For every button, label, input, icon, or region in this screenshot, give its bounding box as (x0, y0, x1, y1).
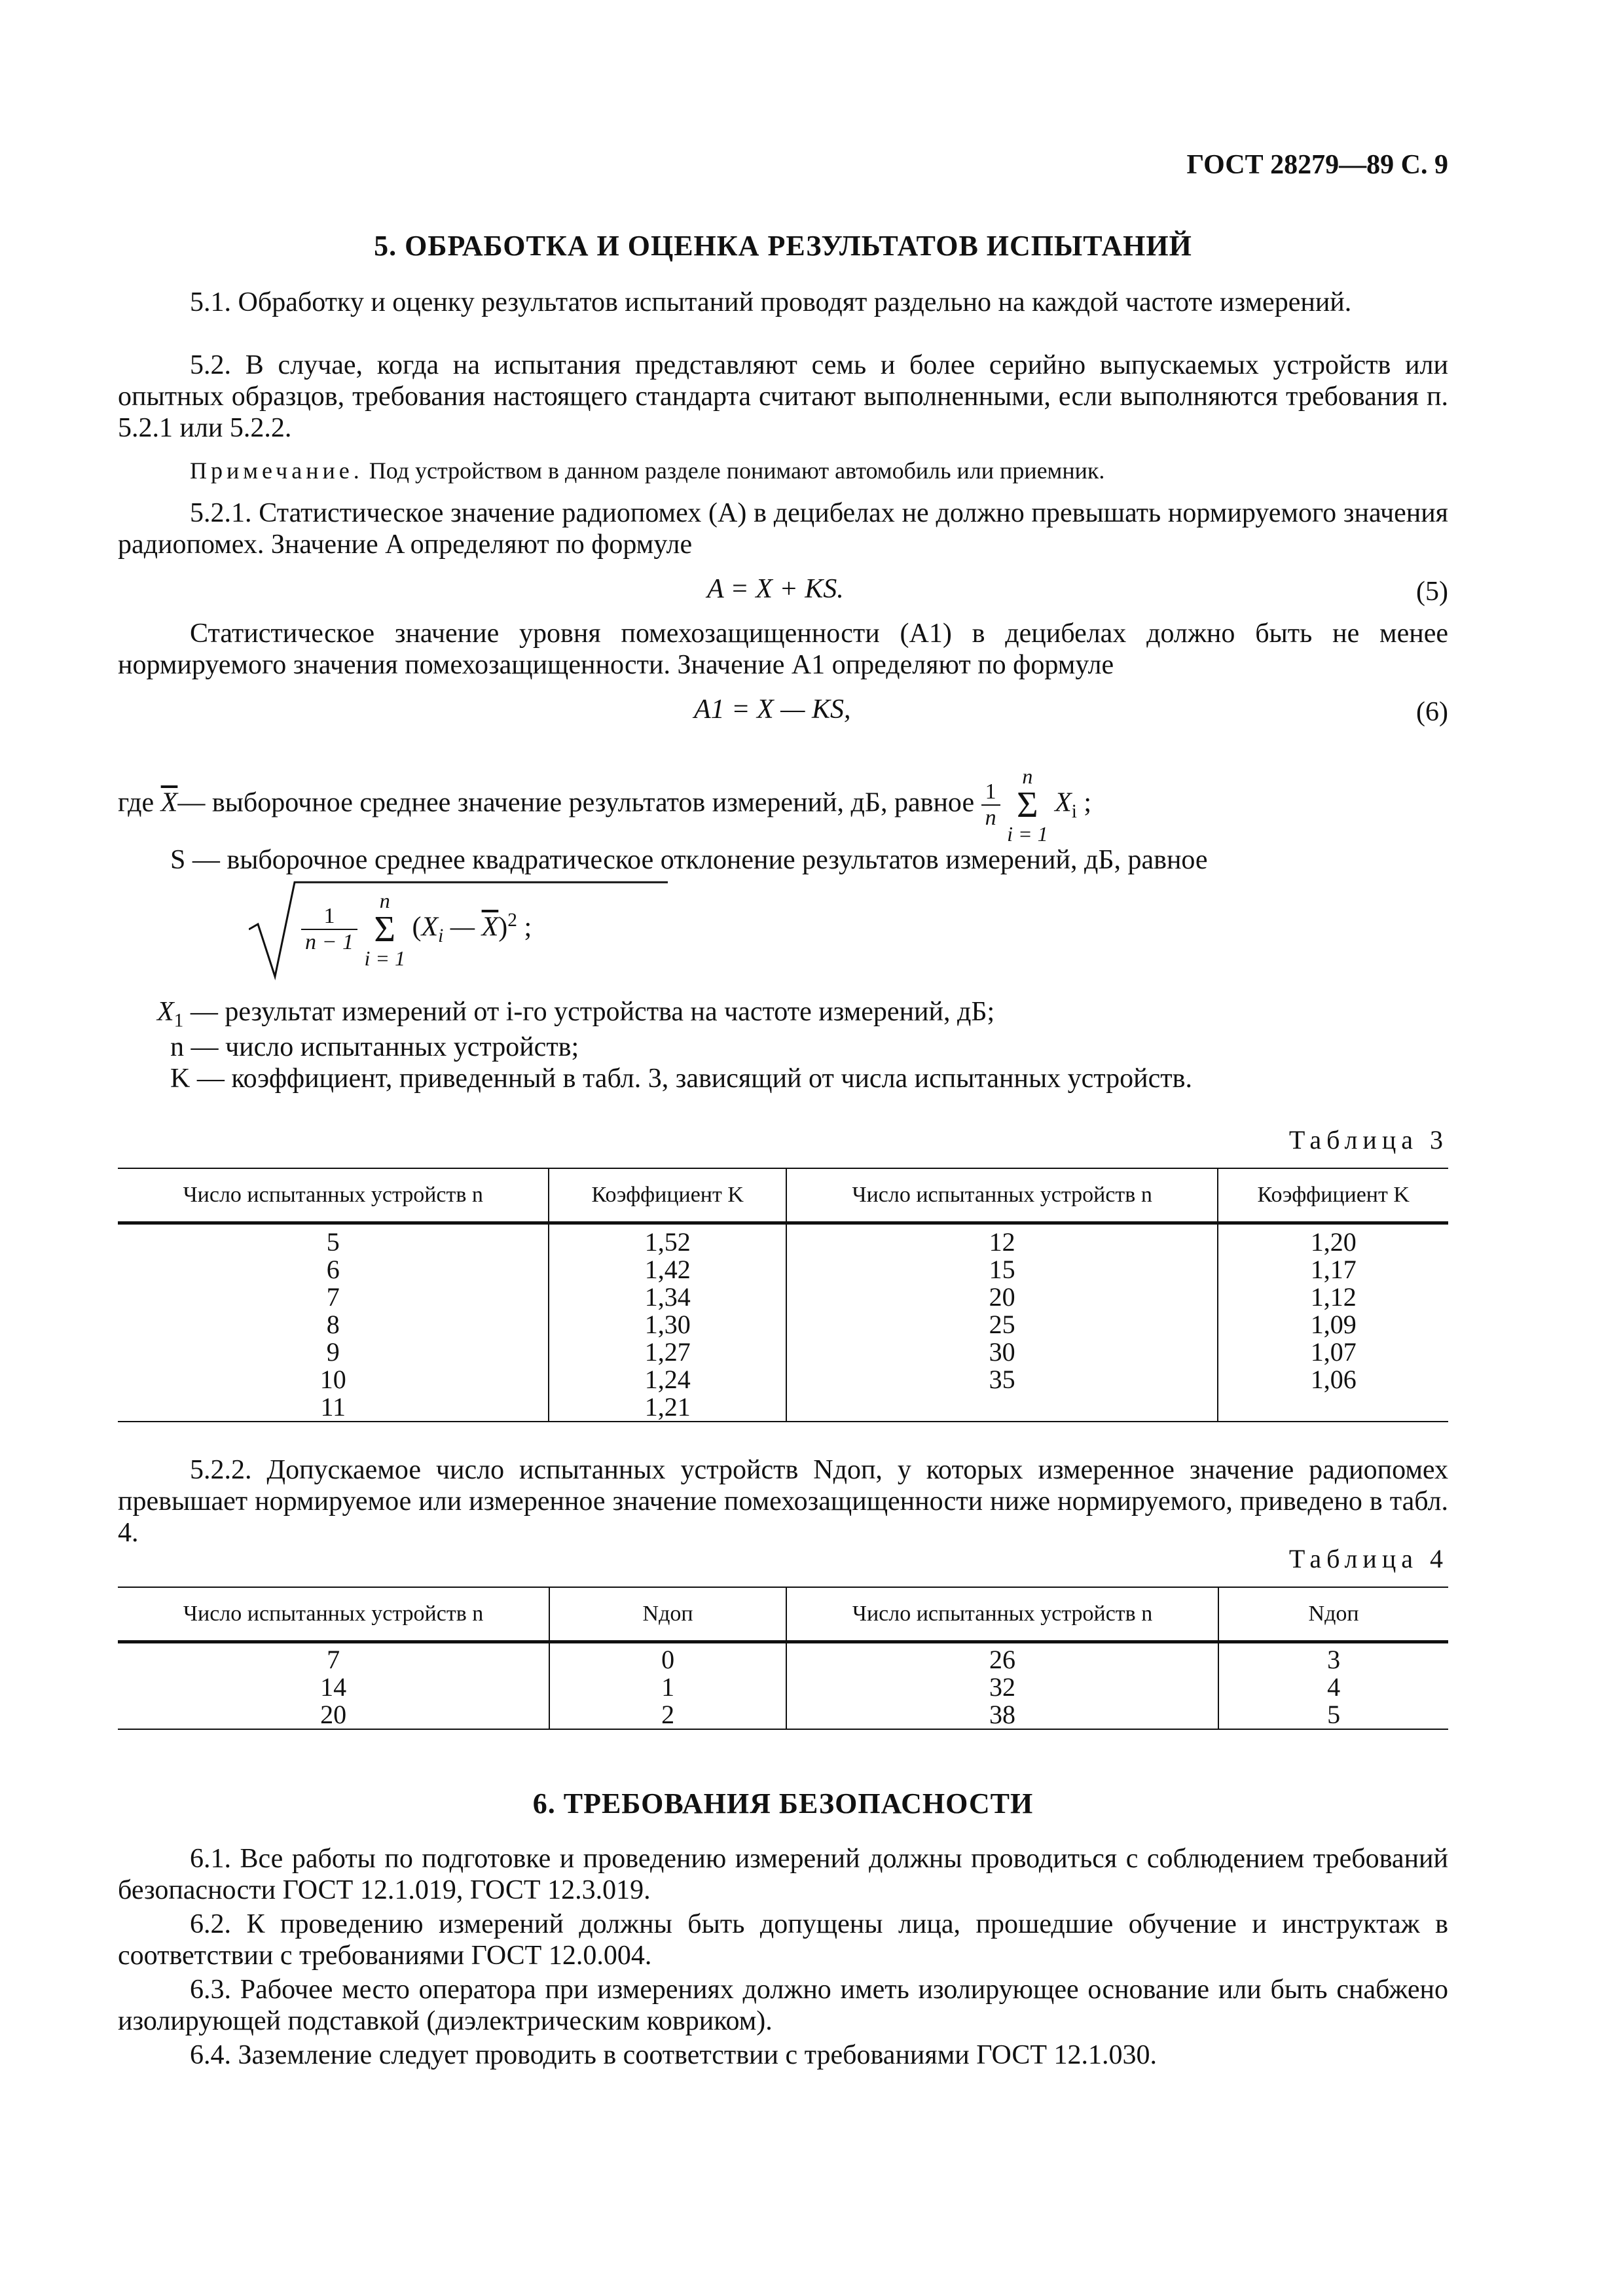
table-4-col-n2: 26 32 38 (786, 1642, 1218, 1730)
paragraph-6-2: 6.2. К проведению измерений должны быть допущены лица, прошедшие обучение и инструктаж в соответствии с требованиями ГОСТ 12.0.004. (118, 1909, 1448, 1971)
definition-x: где $\overline{X}—$ выборочное среднее значение результатов измерений, дБ, равное $\frac{1}{n}$ n Σ i = 1 $X_i$ ; (118, 764, 1092, 846)
definition-xi: $X_1$ — результат измерений от i-го устройства на частоте измерений, дБ; (157, 997, 995, 1031)
section-5-title: 5. ОБРАБОТКА И ОЦЕНКА РЕЗУЛЬТАТОВ ИСПЫТАНИЙ (374, 230, 1192, 262)
symbol-x-bar: $\overline{X}$ (160, 787, 178, 818)
paragraph-6-3: 6.3. Рабочее место оператора при измерениях должно иметь изолирующее основание или быть снабжено изолирующей подставкой (диэлектрическим ковриком). (118, 1975, 1448, 2036)
table-3-header-3: Число испытанных устройств n (786, 1168, 1218, 1223)
table-4-col-n1: 7 14 20 (118, 1642, 549, 1730)
paragraph-6-1: 6.1. Все работы по подготовке и проведению измерений должны проводиться с соблюдением требований безопасности ГОСТ 12.1.019, ГОСТ 12.3.019. (118, 1844, 1448, 1905)
table-4-header-2: Nдоп (549, 1587, 786, 1642)
table-4-header-1: Число испытанных устройств n (118, 1587, 549, 1642)
table-3-col-n1: 5 6 7 8 9 10 11 (118, 1223, 549, 1422)
definition-n: n — число испытанных устройств; (170, 1032, 579, 1062)
equation-number-6: (6) (1416, 697, 1448, 727)
paragraph-5-2-1: 5.2.1. Статистическое значение радиопомех (A) в децибелах не должно превышать нормируемого значения радиопомех. Значение A определяют по формуле (118, 498, 1448, 560)
table-4-col-ndop1: 0 1 2 (549, 1642, 786, 1730)
note-label: Примечание. (190, 457, 363, 484)
table-3-header-2: Коэффициент K (549, 1168, 786, 1223)
paragraph-5-2: 5.2. В случае, когда на испытания представляют семь и более серийно выпускаемых устройств или опытных образцов, требования настоящего стандарта считают выполненными, если выполняются требования п. 5.2.1 или 5.2.2. (118, 350, 1448, 443)
definition-s: S — выборочное среднее квадратическое отклонение результатов измерений, дБ, равное (170, 845, 1208, 875)
table-3-col-n2: 12 15 20 25 30 35 (786, 1223, 1218, 1422)
definition-k: K — коэффициент, приведенный в табл. 3, зависящий от числа испытанных устройств. (170, 1064, 1192, 1094)
table-3-caption: Таблица 3 (1288, 1125, 1448, 1155)
table-4-header-4: Nдоп (1218, 1587, 1448, 1642)
paragraph-5-2-1-b: Статистическое значение уровня помехозащищенности (A1) в децибелах должно быть не менее нормируемого значения помехозащищенности. Значение A1 определяют по формуле (118, 619, 1448, 680)
table-3-col-k1: 1,52 1,42 1,34 1,30 1,27 1,24 1,21 (549, 1223, 786, 1422)
table-4 (118, 1587, 1448, 1730)
table-4-col-ndop2: 3 4 5 (1218, 1642, 1448, 1730)
section-6-title: 6. ТРЕБОВАНИЯ БЕЗОПАСНОСТИ (532, 1787, 1034, 1820)
formula-6: A1 = X — KS, (694, 694, 851, 725)
table-3-col-k2: 1,20 1,17 1,12 1,09 1,07 1,06 (1218, 1223, 1448, 1422)
sum-symbol: n Σ i = 1 (1007, 764, 1048, 846)
page-header: ГОСТ 28279—89 С. 9 (1186, 150, 1448, 180)
paragraph-5-2-2: 5.2.2. Допускаемое число испытанных устройств Nдоп, у которых измеренное значение радиопомех превышает нормируемое или измеренное значение помехозащищенности ниже нормируемого, приведено в табл. 4. (118, 1455, 1448, 1548)
paragraph-5-1: 5.1. Обработку и оценку результатов испытаний проводят раздельно на каждой частоте измерений. (190, 287, 1352, 317)
paragraph-6-4: 6.4. Заземление следует проводить в соответствии с требованиями ГОСТ 12.1.030. (190, 2040, 1158, 2070)
sqrt-formula: $\frac{1}{n - 1}$ n Σ i = 1 ($X_i$ — $\overline{X})^2$ ; (249, 877, 707, 982)
table-3-header-1: Число испытанных устройств n (118, 1168, 549, 1223)
fraction-1-over-n: $\frac{1}{n}$ (981, 780, 1000, 831)
table-3-header-4: Коэффициент K (1218, 1168, 1448, 1223)
note (190, 457, 1104, 484)
formula-5: A = X + KS. (707, 574, 844, 604)
table-4-header-3: Число испытанных устройств n (786, 1587, 1218, 1642)
table-3 (118, 1168, 1448, 1422)
equation-number-5: (5) (1416, 577, 1448, 607)
table-4-caption: Таблица 4 (1288, 1544, 1448, 1573)
note-text: Под устройством в данном разделе понимают автомобиль или приемник. (369, 457, 1105, 484)
